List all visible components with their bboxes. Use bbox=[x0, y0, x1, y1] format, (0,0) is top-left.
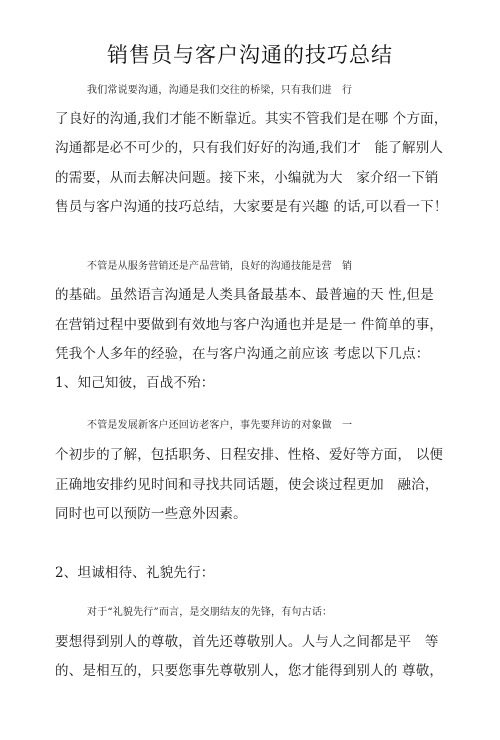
paragraph-line: 了良好的沟通,我们才能不断靠近。其实不管我们是在哪 个方面， bbox=[55, 111, 448, 127]
paragraph-line: 的、是相互的，只要您事先尊敬别人，您才能得到别人的 尊敬， bbox=[55, 663, 444, 679]
paragraph-line: 的需要，从而去解决问题。接下来，小编就为大 家介绍一下销 bbox=[55, 170, 439, 186]
section-heading: 1、知己知彼，百战不殆： bbox=[55, 375, 215, 391]
paragraph-line: 的基础。虽然语言沟通是人类具备最基本、最普遍的天 性,但是 bbox=[55, 287, 434, 303]
paragraph-line: 在营销过程中要做到有效地与客户沟通也并是是一 件简单的事， bbox=[55, 317, 444, 333]
paragraph-line: 凭我个人多年的经验，在与客户沟通之前应该 考虑以下几点： bbox=[55, 346, 430, 362]
paragraph-line: 我们常说要沟通，沟通是我们交往的桥梁，只有我们进 行 bbox=[87, 85, 353, 96]
paragraph-line: 正确地安排约见时间和寻找共同话题，使会谈过程更加 融洽， bbox=[55, 477, 439, 493]
paragraph-line: 要想得到别人的尊敬，首先还尊敬别人。人与人之间都是平 等 bbox=[55, 634, 439, 650]
paragraph-line: 个初步的了解，包括职务、日程安排、性格、爱好等方面， 以便 bbox=[55, 447, 444, 463]
paragraph-line: 对于“礼貌先行”而言，是交朋结友的先锋，有句古话： bbox=[87, 607, 333, 618]
paragraph-line: 不管是从服务营销还是产品营销，良好的沟通技能是营 销 bbox=[87, 261, 353, 272]
section-heading: 2、坦诚相待、礼貌先行： bbox=[55, 565, 215, 581]
paragraph-line: 不管是发展新客户还回访老客户，事先要拜访的对象做 一 bbox=[87, 420, 353, 431]
document-title: 销售员与客户沟通的技巧总结 bbox=[107, 43, 393, 67]
paragraph-line: 售员与客户沟通的技巧总结，大家要是有兴趣 的话,可以看一下！ bbox=[55, 199, 448, 215]
paragraph-line: 沟通都是必不可少的，只有我们好好的沟通,我们才 能了解别人 bbox=[55, 140, 444, 156]
paragraph-line: 同时也可以预防一些意外因素。 bbox=[55, 506, 247, 522]
